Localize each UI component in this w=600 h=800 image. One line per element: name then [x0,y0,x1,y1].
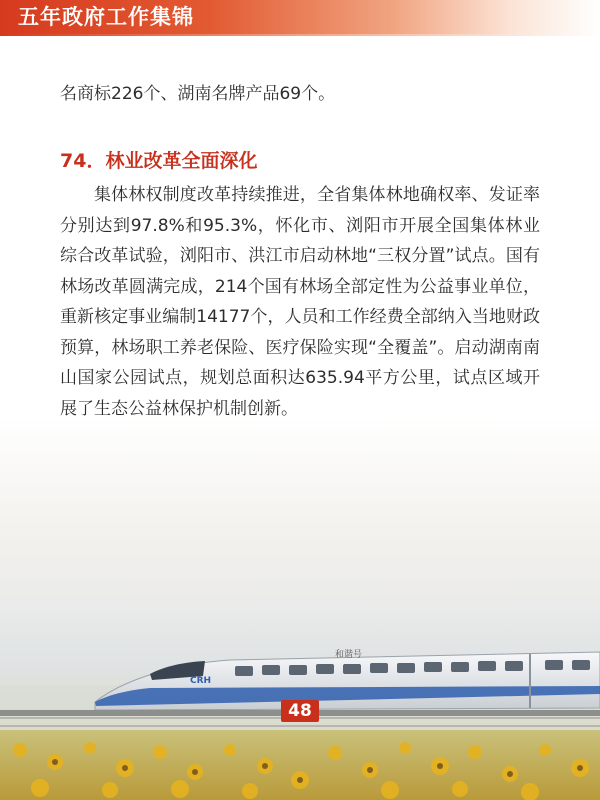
section-paragraph: 集体林权制度改革持续推进，全省集体林地确权率、发证率分别达到97.8%和95.3%，怀化市、浏阳市开展全国集体林业综合改革试验，浏阳市、洪江市启动林地“三权分置”试点。国有林场改革圆满完成，214个国有林场全部定性为公益事业单位，重新核定事业编制14177个，人员和工作经费全部纳入当地财政预算，林场职工养老保险、医疗保险实现“全覆盖”。启动湖南南山国家公园试点，规划总面积达635.94平方公里，试点区域开展了生态公益林保护机制创新。 [60,185,540,419]
continuation-text: 名商标226个、湖南名牌产品69个。 [60,84,336,104]
train-illustration [95,648,600,710]
train-scene-illustration [0,590,600,800]
header-title: 五年政府工作集锦 [18,5,194,29]
header-divider [0,34,600,36]
train-name: 和谐号 [335,650,363,660]
header-band [0,0,600,34]
section-title: 74．林业改革全面深化 [60,150,258,172]
page-number-badge: 48 [281,700,319,722]
train-brand: CRH [190,676,212,686]
